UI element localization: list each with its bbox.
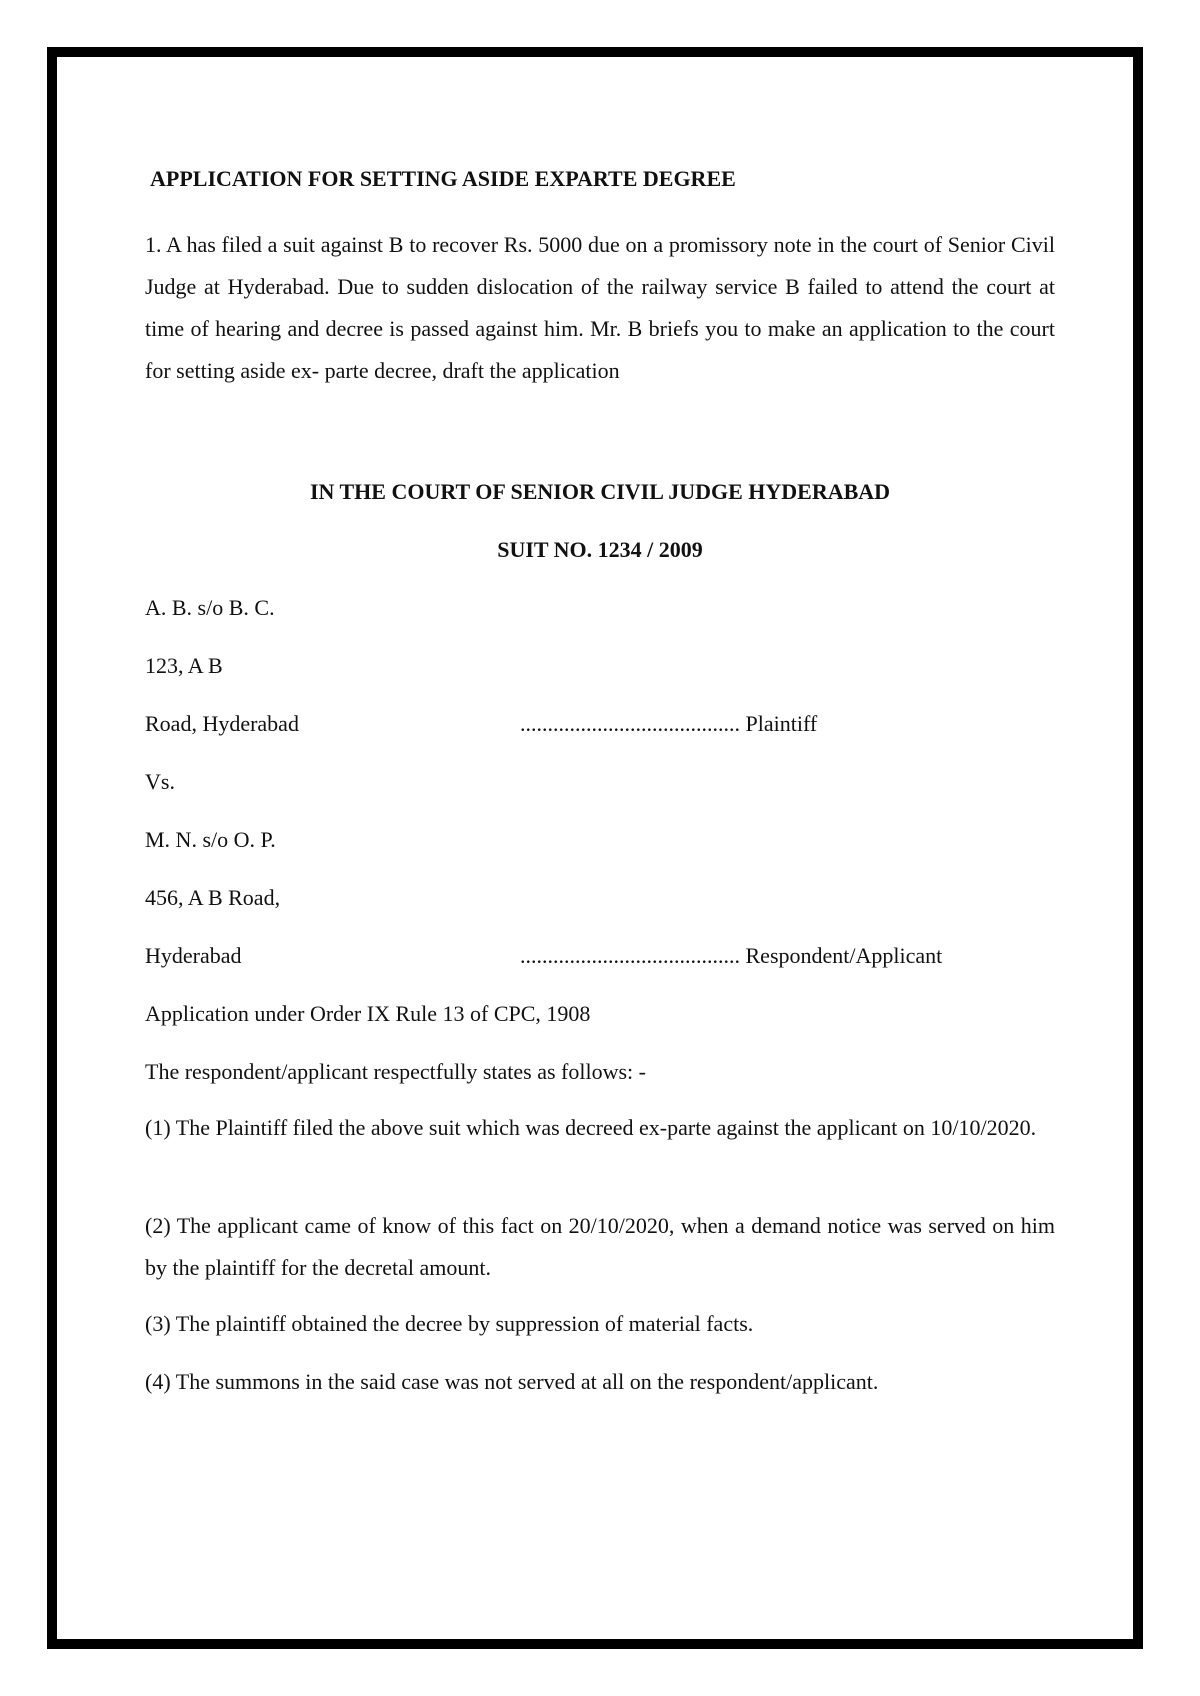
paragraph-3: (3) The plaintiff obtained the decree by suppression of material facts. — [145, 1311, 754, 1336]
respondent-city: Hyderabad — [145, 943, 242, 968]
plaintiff-address-line: 123, A B — [145, 653, 223, 678]
application-under: Application under Order IX Rule 13 of CPC, 1908 — [145, 1001, 591, 1026]
respondent-tag: ........................................ Respondent/Applicant — [520, 943, 943, 968]
paragraph-2: (2) The applicant came of know of this fact on 20/10/2020, when a demand notice was served on him by the plaintiff for the decretal amount. — [145, 1213, 1055, 1280]
intro-statement: The respondent/applicant respectfully states as follows: - — [145, 1059, 646, 1084]
suit-number: SUIT NO. 1234 / 2009 — [497, 537, 703, 562]
paragraph-4: (4) The summons in the said case was not served at all on the respondent/applicant. — [145, 1369, 879, 1394]
document-heading: APPLICATION FOR SETTING ASIDE EXPARTE DEGREE — [150, 166, 736, 191]
versus-label: Vs. — [145, 769, 175, 794]
respondent-address-line: 456, A B Road, — [145, 885, 281, 910]
plaintiff-name: A. B. s/o B. C. — [145, 595, 275, 620]
court-title: IN THE COURT OF SENIOR CIVIL JUDGE HYDERABAD — [309, 479, 891, 504]
paragraph-1: (1) The Plaintiff filed the above suit which was decreed ex-parte against the applicant on 10/10/2020. — [145, 1115, 1037, 1140]
plaintiff-tag: ........................................ Plaintiff — [520, 711, 818, 736]
plaintiff-city: Road, Hyderabad — [145, 711, 299, 736]
question-text: 1. A has filed a suit against B to recover Rs. 5000 due on a promissory note in the court of Senior Civil Judge at Hyderabad. Due to sudden dislocation of the railway service B failed to attend the court at time of hearing and decree is passed against him. Mr. B briefs you to make an application to the court for setting aside ex- parte decree, draft the application — [145, 232, 1055, 383]
respondent-name: M. N. s/o O. P. — [145, 827, 276, 852]
